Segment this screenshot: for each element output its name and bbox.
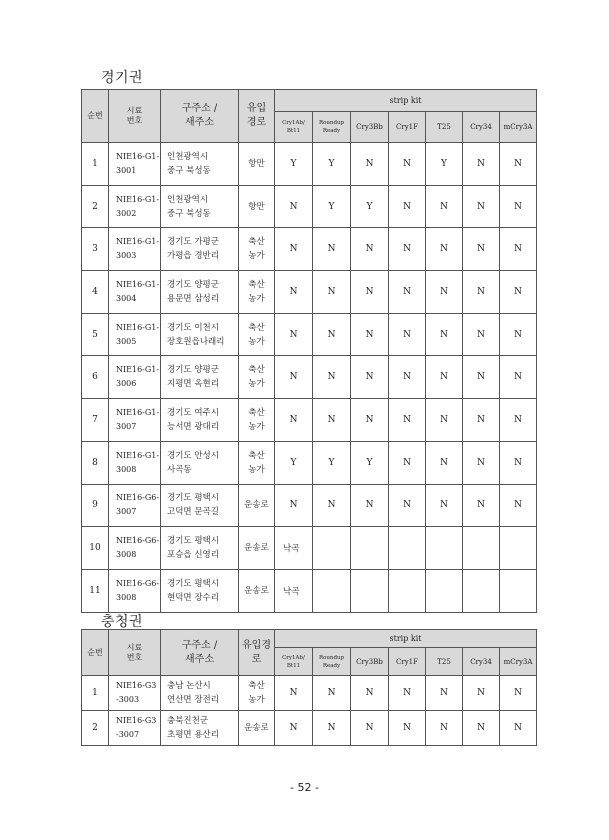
inflow-route: 축산 농가 bbox=[239, 441, 275, 484]
inflow-route: 축산 농가 bbox=[239, 356, 275, 399]
results-table-gyeonggi bbox=[81, 89, 537, 613]
inflow-route: 운송로 bbox=[239, 569, 275, 612]
kit-result: N bbox=[463, 271, 500, 314]
kit-result: Y bbox=[313, 185, 351, 228]
address: 충남 논산시 연산면 장전리 bbox=[161, 676, 239, 711]
kit-result: N bbox=[313, 228, 351, 271]
inflow-route: 항만 bbox=[239, 185, 275, 228]
sample-id: NIE16-G6- 3008 bbox=[109, 527, 161, 570]
kit-result bbox=[426, 569, 463, 612]
kit-result: N bbox=[500, 185, 537, 228]
sample-id: NIE16-G1- 3004 bbox=[109, 271, 161, 314]
page-number: - 52 - bbox=[290, 781, 319, 794]
kit-result: N bbox=[351, 356, 389, 399]
address: 경기도 안성시 사곡동 bbox=[161, 441, 239, 484]
kit-result: N bbox=[389, 185, 426, 228]
kit-result: N bbox=[463, 143, 500, 186]
address: 인천광역시 중구 북성동 bbox=[161, 185, 239, 228]
header-kit: Cry3Bb bbox=[351, 112, 389, 143]
kit-result: N bbox=[275, 711, 313, 746]
results-table-chungcheong bbox=[81, 629, 537, 746]
table-row bbox=[82, 569, 537, 612]
kit-result: N bbox=[500, 313, 537, 356]
row-no: 7 bbox=[82, 399, 109, 442]
kit-result: N bbox=[500, 228, 537, 271]
kit-result bbox=[463, 527, 500, 570]
kit-result: N bbox=[426, 185, 463, 228]
inflow-route: 운송로 bbox=[239, 484, 275, 527]
header-sample-id: 시료 번호 bbox=[109, 630, 161, 676]
kit-result: N bbox=[313, 356, 351, 399]
kit-result: N bbox=[351, 228, 389, 271]
header-kit: Cry3Bb bbox=[351, 648, 389, 676]
sample-id: NIE16-G1- 3001 bbox=[109, 143, 161, 186]
table-row bbox=[82, 441, 537, 484]
address: 충북진천군 초평면 용산리 bbox=[161, 711, 239, 746]
sample-id: NIE16-G1- 3005 bbox=[109, 313, 161, 356]
table-row bbox=[82, 356, 537, 399]
kit-result: N bbox=[500, 356, 537, 399]
kit-result: N bbox=[463, 484, 500, 527]
address: 경기도 이천시 장호원읍나래리 bbox=[161, 313, 239, 356]
kit-result: N bbox=[463, 228, 500, 271]
kit-result: N bbox=[389, 484, 426, 527]
kit-result: N bbox=[313, 711, 351, 746]
kit-result: N bbox=[426, 484, 463, 527]
sample-id: NIE16-G6- 3008 bbox=[109, 569, 161, 612]
kit-result: N bbox=[500, 676, 537, 711]
header-route: 유입 경로 bbox=[239, 90, 275, 143]
kit-result: Y bbox=[313, 143, 351, 186]
header-kit: Roundup Ready bbox=[313, 112, 351, 143]
kit-result bbox=[426, 527, 463, 570]
kit-result bbox=[463, 569, 500, 612]
kit-result: N bbox=[351, 271, 389, 314]
kit-result: N bbox=[426, 356, 463, 399]
address: 경기도 여주시 능서면 광대리 bbox=[161, 399, 239, 442]
table-row bbox=[82, 711, 537, 746]
kit-result: N bbox=[275, 399, 313, 442]
table-row bbox=[82, 484, 537, 527]
kit-result: N bbox=[463, 441, 500, 484]
table-row bbox=[82, 527, 537, 570]
kit-result: Y bbox=[275, 441, 313, 484]
row-no: 2 bbox=[82, 711, 109, 746]
inflow-route: 축산 농가 bbox=[239, 399, 275, 442]
kit-result bbox=[389, 527, 426, 570]
kit-result: N bbox=[463, 711, 500, 746]
kit-result: N bbox=[275, 313, 313, 356]
kit-result: N bbox=[463, 676, 500, 711]
row-no: 8 bbox=[82, 441, 109, 484]
header-kit: Cry1Ab/ Bt11 bbox=[275, 648, 313, 676]
section-title-chungcheong: 충청권 bbox=[101, 614, 144, 630]
kit-result: N bbox=[500, 271, 537, 314]
sample-id: NIE16-G3 -3003 bbox=[109, 676, 161, 711]
inflow-route: 축산 농가 bbox=[239, 271, 275, 314]
row-no: 5 bbox=[82, 313, 109, 356]
kit-result: Y bbox=[351, 185, 389, 228]
kit-result: N bbox=[500, 711, 537, 746]
kit-result: N bbox=[389, 313, 426, 356]
table-row bbox=[82, 143, 537, 186]
header-strip-kit: strip kit bbox=[275, 90, 537, 112]
kit-result: N bbox=[313, 399, 351, 442]
kit-result bbox=[500, 569, 537, 612]
kit-result: N bbox=[426, 441, 463, 484]
kit-result: N bbox=[389, 228, 426, 271]
inflow-route: 축산 농가 bbox=[239, 313, 275, 356]
header-route: 유입경 로 bbox=[239, 630, 275, 676]
header-kit: T25 bbox=[426, 648, 463, 676]
inflow-route: 운송로 bbox=[239, 527, 275, 570]
kit-result: N bbox=[389, 143, 426, 186]
kit-result: N bbox=[351, 484, 389, 527]
kit-result: N bbox=[463, 356, 500, 399]
kit-result: N bbox=[426, 271, 463, 314]
kit-result: N bbox=[426, 399, 463, 442]
address: 경기도 평택시 현덕면 장수리 bbox=[161, 569, 239, 612]
header-no: 순번 bbox=[82, 630, 109, 676]
inflow-route: 축산 농가 bbox=[239, 676, 275, 711]
kit-result: N bbox=[275, 484, 313, 527]
table-row bbox=[82, 399, 537, 442]
row-no: 1 bbox=[82, 676, 109, 711]
kit-result: N bbox=[351, 143, 389, 186]
kit-result: N bbox=[389, 441, 426, 484]
header-kit: Cry34 bbox=[463, 112, 500, 143]
kit-result: N bbox=[426, 313, 463, 356]
table-row bbox=[82, 228, 537, 271]
kit-result bbox=[389, 569, 426, 612]
sample-id: NIE16-G1- 3002 bbox=[109, 185, 161, 228]
kit-result bbox=[313, 569, 351, 612]
header-address: 구주소 / 새주소 bbox=[161, 90, 239, 143]
header-kit: mCry3A bbox=[500, 648, 537, 676]
header-kit: Roundup Ready bbox=[313, 648, 351, 676]
row-no: 1 bbox=[82, 143, 109, 186]
kit-result: N bbox=[351, 313, 389, 356]
kit-result: N bbox=[275, 185, 313, 228]
kit-result: N bbox=[500, 399, 537, 442]
kit-result: N bbox=[313, 676, 351, 711]
address: 경기도 양평군 용문면 삼성리 bbox=[161, 271, 239, 314]
kit-result: N bbox=[500, 441, 537, 484]
sample-id: NIE16-G1- 3007 bbox=[109, 399, 161, 442]
sample-id: NIE16-G1- 3003 bbox=[109, 228, 161, 271]
inflow-route: 축산 농가 bbox=[239, 228, 275, 271]
table-row bbox=[82, 676, 537, 711]
kit-result: N bbox=[463, 313, 500, 356]
address: 인천광역시 중구 북성동 bbox=[161, 143, 239, 186]
kit-result: Y bbox=[351, 441, 389, 484]
row-no: 6 bbox=[82, 356, 109, 399]
section-title-gyeonggi: 경기권 bbox=[101, 70, 144, 86]
address: 경기도 평택시 포승읍 신영리 bbox=[161, 527, 239, 570]
sample-id: NIE16-G3 -3007 bbox=[109, 711, 161, 746]
kit-result: N bbox=[351, 711, 389, 746]
kit-result: N bbox=[275, 228, 313, 271]
kit-result bbox=[500, 527, 537, 570]
kit-result: N bbox=[313, 313, 351, 356]
kit-result bbox=[351, 569, 389, 612]
kit-result: N bbox=[275, 676, 313, 711]
kit-result: N bbox=[463, 185, 500, 228]
kit-result: N bbox=[351, 399, 389, 442]
row-no: 11 bbox=[82, 569, 109, 612]
address: 경기도 평택시 고덕면 문곡길 bbox=[161, 484, 239, 527]
header-kit: Cry34 bbox=[463, 648, 500, 676]
note: 낙곡 bbox=[275, 569, 313, 612]
kit-result: N bbox=[426, 711, 463, 746]
inflow-route: 운송로 bbox=[239, 711, 275, 746]
kit-result: N bbox=[426, 676, 463, 711]
note: 낙곡 bbox=[275, 527, 313, 570]
kit-result: N bbox=[389, 711, 426, 746]
kit-result bbox=[351, 527, 389, 570]
kit-result: N bbox=[389, 399, 426, 442]
kit-result: N bbox=[463, 399, 500, 442]
header-no: 순번 bbox=[82, 90, 109, 143]
kit-result: Y bbox=[426, 143, 463, 186]
sample-id: NIE16-G1- 3006 bbox=[109, 356, 161, 399]
header-kit: Cry1F bbox=[389, 112, 426, 143]
row-no: 4 bbox=[82, 271, 109, 314]
address: 경기도 가평군 가평읍 경반리 bbox=[161, 228, 239, 271]
header-kit: Cry1F bbox=[389, 648, 426, 676]
kit-result: N bbox=[500, 484, 537, 527]
kit-result: N bbox=[389, 356, 426, 399]
sample-id: NIE16-G1- 3008 bbox=[109, 441, 161, 484]
kit-result: N bbox=[500, 143, 537, 186]
header-sample-id: 시료 번호 bbox=[109, 90, 161, 143]
header-kit: Cry1Ab/ Bt11 bbox=[275, 112, 313, 143]
header-address: 구주소 / 새주소 bbox=[161, 630, 239, 676]
table-row bbox=[82, 185, 537, 228]
header-kit: mCry3A bbox=[500, 112, 537, 143]
kit-result: N bbox=[275, 356, 313, 399]
kit-result: N bbox=[426, 228, 463, 271]
table-row bbox=[82, 271, 537, 314]
row-no: 10 bbox=[82, 527, 109, 570]
header-kit: T25 bbox=[426, 112, 463, 143]
row-no: 3 bbox=[82, 228, 109, 271]
inflow-route: 항만 bbox=[239, 143, 275, 186]
header-strip-kit: strip kit bbox=[275, 630, 537, 648]
kit-result: Y bbox=[275, 143, 313, 186]
kit-result: N bbox=[389, 676, 426, 711]
kit-result: N bbox=[313, 484, 351, 527]
kit-result: Y bbox=[313, 441, 351, 484]
kit-result bbox=[313, 527, 351, 570]
kit-result: N bbox=[313, 271, 351, 314]
kit-result: N bbox=[351, 676, 389, 711]
kit-result: N bbox=[389, 271, 426, 314]
kit-result: N bbox=[275, 271, 313, 314]
row-no: 9 bbox=[82, 484, 109, 527]
table-row bbox=[82, 313, 537, 356]
address: 경기도 양평군 지평면 옥현리 bbox=[161, 356, 239, 399]
sample-id: NIE16-G6- 3007 bbox=[109, 484, 161, 527]
row-no: 2 bbox=[82, 185, 109, 228]
